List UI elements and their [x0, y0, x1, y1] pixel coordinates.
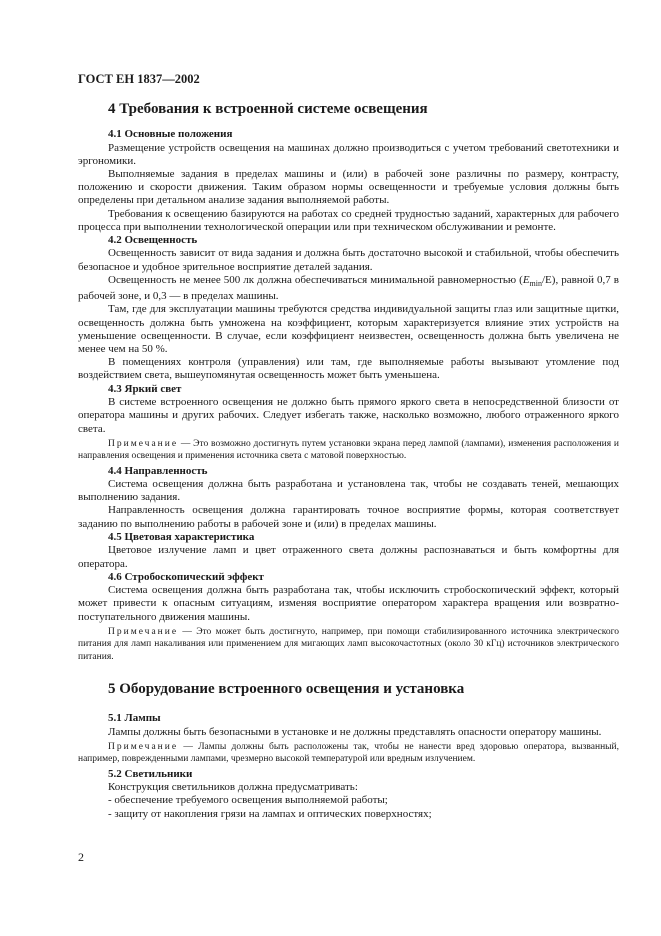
section-4-title: 4 Требования к встроенной системе освещения — [108, 101, 428, 117]
subsection-5-1-heading: 5.1 Лампы — [108, 712, 161, 725]
formula-e: E — [522, 273, 530, 286]
paragraph: Освещенность зависит от вида задания и должна быть достаточно высокой и стабильной, чтобы обеспечить безопасное и удобное зрительное восприятие деталей задания. — [78, 247, 619, 273]
requirements-list — [78, 794, 619, 821]
paragraph: Система освещения должна быть разработана так, чтобы исключить стробоскопический эффект, который может привести к опасным ситуациям, изменяя восприятие оператором характера вращения или возвратно-поступательного движения машины. — [78, 584, 619, 623]
paragraph: В помещениях контроля (управления) или там, где выполняемые работы вызывают утомление под воздействием света, вышеупомянутая освещенность может быть уменьшена. — [78, 356, 619, 382]
document-header: ГОСТ ЕН 1837—2002 — [78, 72, 200, 86]
note-label: Примечание — [108, 438, 179, 449]
subsection-5-2-heading: 5.2 Светильники — [108, 767, 193, 780]
note-text: — Это может быть достигнуто, например, при помощи стабилизированного источника электрического питания для ламп накаливания или применением для мигающих ламп высокочастотных (около 30 кГц) источников электрического питания. — [78, 626, 619, 662]
section-5-title: 5 Оборудование встроенного освещения и установка — [108, 681, 465, 698]
paragraph: Выполняемые задания в пределах машины и (или) в рабочей зоне различны по размеру, контрасту, положению и скорости движения. Таким образом нормы освещенности и требуемые условия должны быть определены при детальном анализе задания выполняемой работы. — [78, 167, 619, 207]
note-text: — Лампы должны быть расположены так, чтобы не нанести вред здоровью оператора, вызванный, например, поврежденными лампами, чрезмерно высокой температурой или вредным излучением. — [78, 741, 619, 765]
note — [78, 438, 619, 463]
paragraph: Цветовое излучение ламп и цвет отраженного света должны распознаваться и быть комфортны для оператора. — [78, 544, 619, 570]
paragraph: Требования к освещению базируются на работах со средней трудностью заданий, характерных для рабочего процесса при выполнении технологической операции или при техническом обслуживании и ремонте. — [78, 207, 619, 233]
text-span: Освещенность не менее 500 лк должна обеспечиваться минимальной равномерностью ( — [108, 273, 523, 286]
subsection-4-6-heading: 4.6 Стробоскопический эффект — [108, 570, 264, 583]
subsection-4-4-heading: 4.4 Направленность — [108, 464, 208, 477]
note — [78, 741, 619, 766]
paragraph-with-formula — [78, 274, 619, 304]
note-label: Примечание — [108, 626, 179, 637]
subsection-4-3-heading: 4.3 Яркий свет — [108, 382, 182, 395]
formula-subscript: min — [529, 279, 542, 289]
paragraph: Лампы должны быть безопасными в установке и не должны представлять опасности оператору машины. — [108, 725, 602, 738]
list-item: - обеспечение требуемого освещения выполняемой работы; — [108, 794, 388, 807]
paragraph: Направленность освещения должна гарантировать точное восприятие формы, которая соответствует заданию по выполнению работы в рабочей зоне и (или) в пределах машины. — [78, 504, 619, 530]
list-item: - защиту от накопления грязи на лампах и оптических поверхностях; — [108, 807, 432, 820]
page-number: 2 — [78, 850, 84, 864]
paragraph: Конструкция светильников должна предусматривать: — [108, 781, 358, 794]
document-body — [78, 96, 619, 821]
subsection-4-5-heading: 4.5 Цветовая характеристика — [108, 530, 255, 543]
text-span: /E), равной 0,7 в рабочей зоне, и 0,3 — в пределах машины. — [78, 273, 619, 303]
note — [78, 626, 619, 663]
subsection-4-2-heading: 4.2 Освещенность — [108, 233, 198, 246]
paragraph: В системе встроенного освещения не должно быть прямого яркого света в непосредственной близости от оператора машины и других рабочих. Следует избегать также, насколько возможно, любого отраженного яркого света. — [78, 396, 619, 435]
paragraph: Размещение устройств освещения на машинах должно производиться с учетом требований светотехники и эргономики. — [78, 141, 619, 167]
paragraph: Система освещения должна быть разработана и установлена так, чтобы не создавать теней, мешающих выполнению задания. — [78, 478, 619, 504]
note-label: Примечание — [108, 741, 179, 752]
paragraph: Там, где для эксплуатации машины требуются средства индивидуальной защиты глаз или защитные щитки, освещенность должна быть умножена на коэффициент, которым характеризуется влияние этих устройств на уменьшение освещенности. В случае, если коэффициент неизвестен, освещенность должна быть увеличена не менее чем на 50 %. — [78, 303, 619, 356]
note-text: — Это возможно достигнуть путем установки экрана перед лампой (лампами), изменения расположения и направления освещения и применения источника света с матовой поверхностью. — [78, 438, 619, 462]
subsection-4-1-heading: 4.1 Основные положения — [108, 128, 233, 140]
